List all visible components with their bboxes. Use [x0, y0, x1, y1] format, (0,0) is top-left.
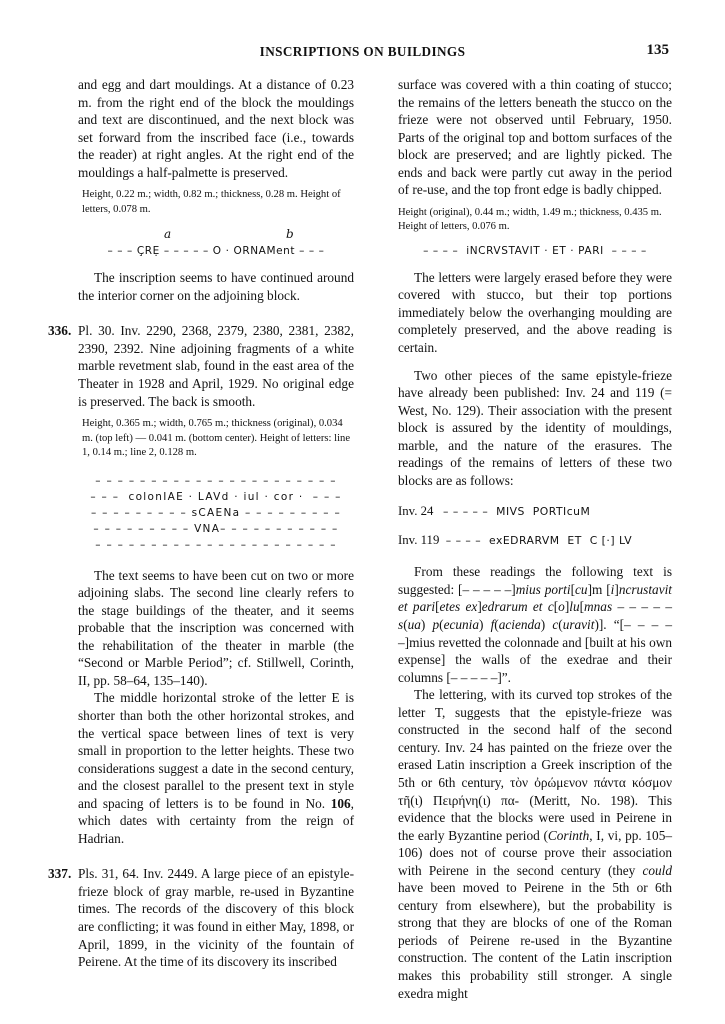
- catalog-entry-337: [48, 865, 354, 970]
- paragraph: surface was covered with a thin coating of stucco; the remains of the letters beneath the stucco on the frieze were not observed until February, 1950. Parts of the original top and bottom surfaces of the block are preserved; and are lightly picked. The ends and back were partly cut away in the period of re-use, and the top front edge is badly chipped.: [398, 77, 672, 198]
- dimensions-note: Height (original), 0.44 m.; width, 1.49 m.; thickness, 0.435 m. Height of letters, 0.076 m.: [398, 206, 662, 233]
- inscription-line: – – – – – – – – – – – – – – – – – – – – – –: [95, 538, 337, 551]
- inscription-line: – – – – – – – – – sCAENa – – – – – – – – –: [90, 506, 342, 519]
- entry-number: 336.: [48, 323, 72, 339]
- dimensions-note: Height, 0.365 m.; width, 0.765 m.; thickness (original), 0.034 m. (top left) — 0.041 m. (bottom center). Height of letters: line 1, 0.14 m.; line 2, 0.128 m.: [82, 418, 351, 459]
- page-number: 135: [646, 42, 669, 58]
- cross-reference: 106: [330, 795, 351, 811]
- entry-number: 337.: [48, 866, 72, 882]
- inscription-line: – – – – – – – – – VNA– – – – – – – – – – –: [93, 522, 339, 535]
- label-b: b: [286, 227, 294, 242]
- inventory-reading: – – – – – MIVS PORTIcuM: [443, 505, 591, 519]
- inscription-text: – – – – iNCRVSTAVIT · ET · PARI – – – –: [423, 244, 647, 257]
- inventory-row: [398, 526, 672, 555]
- paragraph: The letters were largely erased before they were covered with stucco, but their top portions immediately below the overhanging moulding are completely preserved, and the above reading is certain.: [398, 269, 672, 356]
- paragraph: and egg and dart mouldings. At a distance of 0.23 m. from the right end of the block the mouldings and text are discontinued, and the next block was set forward from the inscribed face (i.e., towards the reader) at right angles. At the right end of the mouldings a half-palmette is preserved.: [78, 77, 354, 180]
- page-header: [0, 44, 725, 64]
- entry-description: Pls. 31, 64. Inv. 2449. A large piece of an epistyle-frieze block of gray marble, re-used in Byzantine times. The records of the discovery of this block are conflicting; it was found in either May, 1898, or April, 1899, in the vicinity of the fountain of Peirene. At the time of its discovery its inscribed: [78, 866, 354, 970]
- inventory-readings: [398, 497, 672, 555]
- paragraph: From these readings the following text is suggested: [– – – – –]mius porti[cu]m [i]ncrustavit et pari[etes ex]edrarum et c[o]lu[mnas – – – – – s(ua) p(ecunia) f(acienda) c(uravit)]. “[– – – – –]mius revetted the colonnade and [built at his own expense] the walls of the exedrae and their columns [– – – – –]”.: [398, 564, 672, 685]
- catalog-entry-336: [48, 322, 354, 847]
- inventory-row: [398, 497, 672, 526]
- paragraph: The lettering, with its curved top strokes of the letter T, suggests that the epistyle-frieze was constructed in the second half of the second century. Inv. 24 has painted on the frieze over the erased Latin inscription a Greek inscription of the 5th or 6th century, τὸν ὀρώμενον πάντα κόσμον τῆ(ι) Πειρήνη(ι) πα- (Meritt, No. 198). This evidence that the blocks were used in Peirene in the early Byzantine period (Corinth, I, vi, pp. 105–106) does not of course prove their association with Peirene in the second century (they could have been moved to Peirene in the 5th or 6th century from elsewhere), but the probability is strong that they are blocks of one of the Roman periods of Peirene re-used in the Byzantine construction. The content of the Latin inscription makes this probability still stronger. A single exedra might: [398, 687, 672, 1001]
- running-head: INSCRIPTIONS ON BUILDINGS: [259, 44, 466, 59]
- label-a: a: [164, 227, 172, 242]
- right-column: [398, 76, 672, 1002]
- paragraph: The text seems to have been cut on two or more adjoining slabs. The second line clearly refers to the stage buildings of the theater, and it seems probable that the inscription was concerned with the rehabilitation of the theater in marble (the “Second or Marble Period”; cf. Stillwell, Corinth, II, pp. 58–64, 135–140).: [78, 567, 354, 688]
- inscription-block: [78, 473, 354, 553]
- inventory-reading: – – – – exEDRARVM ET C [·] LV: [445, 534, 633, 548]
- entry-description: Pl. 30. Inv. 2290, 2368, 2379, 2380, 2381, 2382, 2390, 2392. Nine adjoining fragments of a white marble revetment slab, found in the east area of the Theater in 1928 and April, 1929. No original edge is preserved. The back is smooth.: [78, 323, 354, 409]
- inscription-line: – – – – – – – – – – – – – – – – – – – – – –: [95, 474, 337, 487]
- inscription-line: – – – colonIAE · LAVd · iul · cor · – – –: [90, 490, 342, 503]
- inventory-label: Inv. 24: [398, 504, 434, 519]
- paragraph: The inscription seems to have continued around the interior corner on the adjoining block.: [78, 270, 354, 303]
- inscription-text: – – – ÇRẸ – – – – – O · ORNAMent – – –: [107, 245, 325, 258]
- paragraph: Two other pieces of the same epistyle-frieze have already been published: Inv. 24 and 119 (= West, No. 129). Their association with the present block is assured by the identity of mouldings, marble, and the nature of the erasures. The readings of the remains of letters of these two blocks are as follows:: [398, 367, 672, 488]
- paragraph: The middle horizontal stroke of the letter E is shorter than both the other horizontal strokes, and the vertical space between lines of text is very small in proportion to the letter heights. These two considerations suggest a date in the second century, and the closest parallel to the present text in style and spacing of letters is to be found in No. 106, which dates with certainty from the reign of Hadrian.: [78, 690, 354, 846]
- inscription-labels: [78, 227, 354, 243]
- inventory-label: Inv. 119: [398, 533, 440, 548]
- left-column: [48, 76, 354, 971]
- dimensions-note: Height, 0.22 m.; width, 0.82 m.; thickness, 0.28 m. Height of letters, 0.078 m.: [82, 189, 341, 215]
